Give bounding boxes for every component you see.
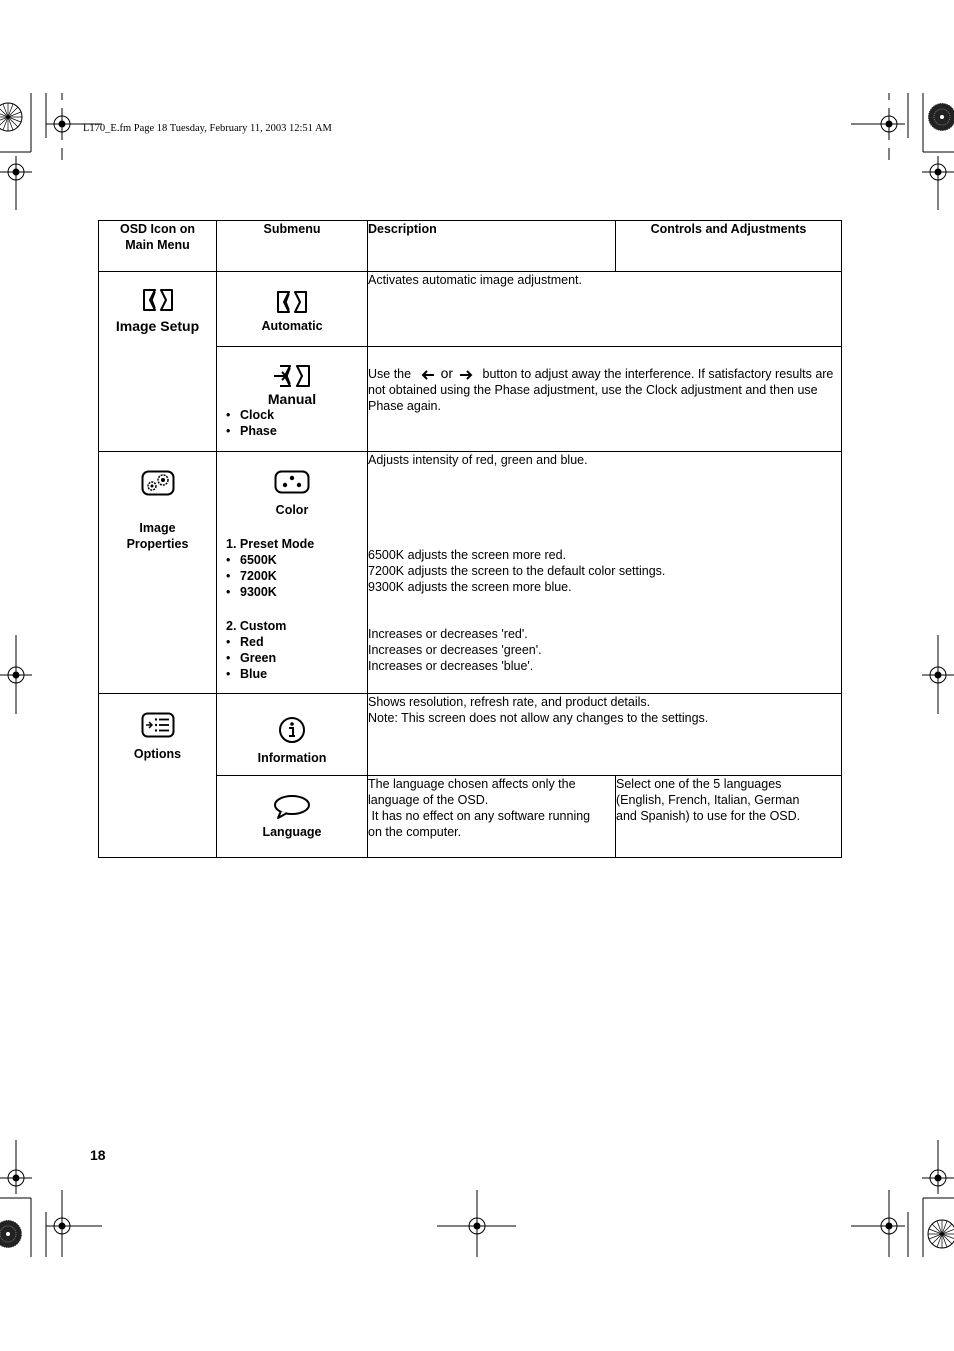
preset-mode-title: 1. Preset Mode	[226, 537, 315, 551]
information-cell	[217, 694, 368, 776]
table-row	[99, 272, 842, 347]
list-item: • Phase	[226, 424, 277, 438]
options-icon	[141, 712, 175, 738]
list-item: • 6500K	[226, 553, 277, 567]
list-item: • 9300K	[226, 585, 277, 599]
language-controls: Select one of the 5 languages (English, French, Italian, German and Spanish) to use for the OSD.	[616, 776, 842, 858]
options-cell	[99, 694, 217, 858]
custom-title: 2. Custom	[226, 619, 287, 633]
osd-menu-table	[98, 220, 842, 858]
image-properties-cell	[99, 452, 217, 694]
list-item: • Clock	[226, 408, 275, 422]
table-row	[99, 694, 842, 776]
table-row	[99, 452, 842, 694]
file-slug: L170_E.fm Page 18 Tuesday, February 11, 2003 12:51 AM	[83, 123, 332, 134]
header-controls: Controls and Adjustments	[616, 221, 842, 272]
image-setup-icon	[141, 288, 175, 312]
language-description: The language chosen affects only the language of the OSD. It has no effect on any software running on the computer.	[368, 776, 616, 858]
image-properties-icon	[141, 470, 175, 496]
header-submenu: Submenu	[217, 221, 368, 272]
automatic-label: Automatic	[261, 319, 323, 333]
color-icon	[274, 470, 310, 494]
image-setup-cell	[99, 272, 217, 452]
color-label: Color	[275, 503, 309, 517]
automatic-description: Activates automatic image adjustment.	[368, 272, 842, 347]
language-label: Language	[262, 825, 322, 839]
left-arrow-icon	[421, 370, 435, 380]
manual-label: Manual	[267, 391, 317, 407]
table-header-row	[99, 221, 842, 272]
manual-cell	[217, 347, 368, 452]
color-cell	[217, 452, 368, 694]
image-properties-label: Image Properties	[126, 521, 189, 551]
information-icon	[278, 716, 306, 744]
list-item: • Red	[226, 635, 264, 649]
page-number: 18	[90, 1147, 106, 1163]
list-item: • Blue	[226, 667, 268, 681]
options-label: Options	[133, 747, 182, 761]
image-setup-label: Image Setup	[115, 318, 200, 334]
header-description: Description	[368, 221, 616, 272]
manual-description: Use the or button to adjust away the interference. If satisfactory results are not obtained using the Phase adjustment, use the Clock adjustment and then use Phase again.	[368, 347, 842, 452]
automatic-cell	[217, 272, 368, 347]
list-item: • Green	[226, 651, 277, 665]
automatic-icon	[275, 290, 309, 314]
right-arrow-icon	[459, 370, 473, 380]
color-description: Adjusts intensity of red, green and blue. 6500K adjusts the screen more red. 7200K adjusts the screen to the default color settings. 9300K adjusts the screen more blue. Increases or decreases 'red'. Increases or decreases 'green'. Increases or decreases 'blue'.	[368, 452, 842, 694]
header-osd-icon: OSD Icon on Main Menu	[99, 221, 217, 272]
language-icon	[272, 794, 312, 820]
language-cell	[217, 776, 368, 858]
information-label: Information	[257, 751, 327, 765]
list-item: • 7200K	[226, 569, 277, 583]
manual-icon	[272, 363, 312, 389]
information-description: Shows resolution, refresh rate, and product details. Note: This screen does not allow any changes to the settings.	[368, 694, 842, 776]
